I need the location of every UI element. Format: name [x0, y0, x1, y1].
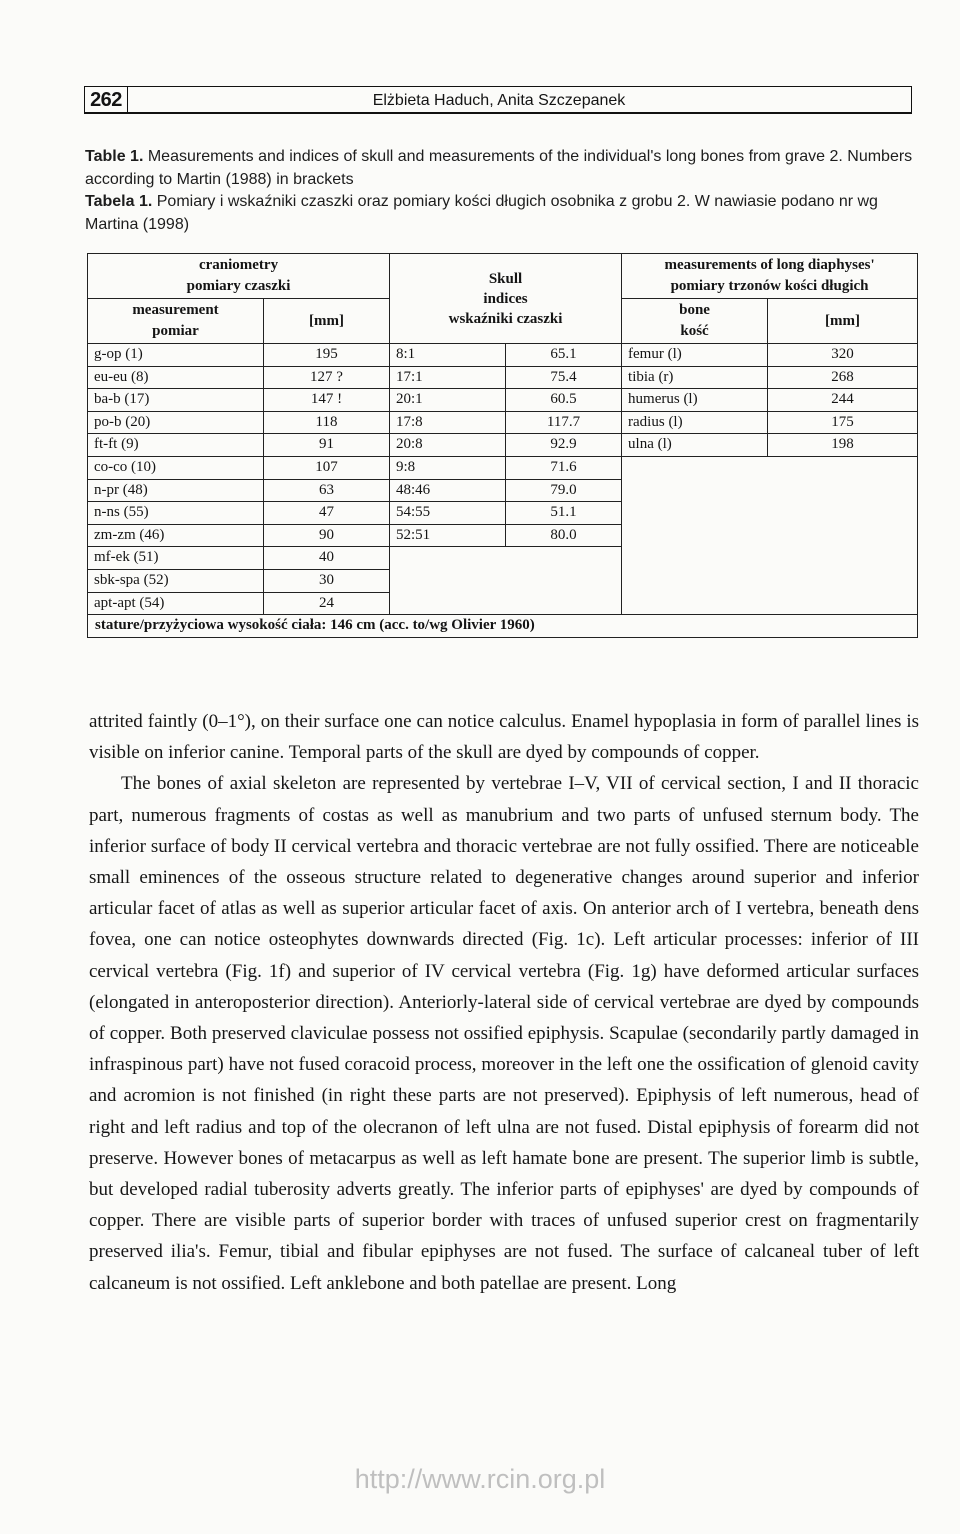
bone-value-cell: 175 [768, 411, 918, 434]
measurement-value-cell: 91 [264, 434, 390, 457]
measurement-cell: g-op (1) [88, 344, 264, 367]
bone-cell: humerus (l) [622, 389, 768, 412]
measurement-cell: n-ns (55) [88, 502, 264, 525]
measurement-value-cell: 118 [264, 411, 390, 434]
empty-index-block [390, 547, 622, 615]
index-value-cell: 75.4 [506, 366, 622, 389]
caption-text-en: Measurements and indices of skull and measurements of the individual's long bones from grave 2. Numbers according to Martin (1988) in brackets [85, 148, 913, 188]
bone-cell: radius (l) [622, 411, 768, 434]
measurement-value-cell: 30 [264, 569, 390, 592]
measurement-value-cell: 63 [264, 479, 390, 502]
skull-indices-header: Skull indices wskaźniki czaszki [390, 254, 622, 344]
index-cell: 20:1 [390, 389, 506, 412]
measurement-value-cell: 90 [264, 524, 390, 547]
bone-value-cell: 320 [768, 344, 918, 367]
bone-value-cell: 268 [768, 366, 918, 389]
measurement-cell: po-b (20) [88, 411, 264, 434]
measurement-cell: n-pr (48) [88, 479, 264, 502]
table-row [88, 344, 918, 367]
caption-text-pl: Pomiary i wskaźniki czaszki oraz pomiary kości długich osobnika z grobu 2. W nawiasie podano nr wg Martina (1998) [85, 193, 878, 233]
measurement-cell: ba-b (17) [88, 389, 264, 412]
index-value-cell: 51.1 [506, 502, 622, 525]
caption-label-en: Table 1. [85, 148, 144, 165]
index-cell: 17:8 [390, 411, 506, 434]
index-value-cell: 92.9 [506, 434, 622, 457]
table-row [88, 411, 918, 434]
measurement-cell: apt-apt (54) [88, 592, 264, 615]
page-number: 262 [85, 87, 128, 113]
index-cell: 52:51 [390, 524, 506, 547]
index-cell: 20:8 [390, 434, 506, 457]
table-row [88, 456, 918, 479]
measurement-cell: sbk-spa (52) [88, 569, 264, 592]
index-value-cell: 71.6 [506, 456, 622, 479]
measurement-value-cell: 195 [264, 344, 390, 367]
body-text [89, 706, 919, 1299]
index-cell: 48:46 [390, 479, 506, 502]
measurement-col-header: measurement pomiar [88, 299, 264, 344]
index-cell: 8:1 [390, 344, 506, 367]
measurement-cell: co-co (10) [88, 456, 264, 479]
mm-col-header: [mm] [264, 299, 390, 344]
measurement-value-cell: 40 [264, 547, 390, 570]
index-value-cell: 117.7 [506, 411, 622, 434]
bone-value-cell: 244 [768, 389, 918, 412]
index-value-cell: 80.0 [506, 524, 622, 547]
measurements-table [87, 253, 918, 638]
stature-row [88, 615, 918, 638]
measurement-value-cell: 147 ! [264, 389, 390, 412]
table-row [88, 366, 918, 389]
running-authors: Elżbieta Haduch, Anita Szczepanek [372, 92, 626, 109]
table-caption-en [85, 146, 915, 191]
empty-bone-block [622, 456, 918, 614]
body-paragraph-1: attrited faintly (0–1°), on their surface one can notice calculus. Enamel hypoplasia in form of parallel lines is visible on inferior canine. Temporal parts of the skull are dyed by compounds of copper. [89, 711, 919, 764]
measurement-value-cell: 47 [264, 502, 390, 525]
measurement-cell: eu-eu (8) [88, 366, 264, 389]
measurement-cell: mf-ek (51) [88, 547, 264, 570]
measurement-cell: ft-ft (9) [88, 434, 264, 457]
craniometry-header: craniometry pomiary czaszki [88, 254, 390, 299]
source-url: http://www.rcin.org.pl [354, 1464, 606, 1494]
measurement-value-cell: 107 [264, 456, 390, 479]
long-diaphyses-header: measurements of long diaphyses' pomiary trzonów kości długich [622, 254, 918, 299]
index-value-cell: 60.5 [506, 389, 622, 412]
measurement-value-cell: 24 [264, 592, 390, 615]
table-caption-pl [85, 191, 915, 236]
table-row [88, 389, 918, 412]
bone-value-cell: 198 [768, 434, 918, 457]
stature-cell: stature/przyżyciowa wysokość ciała: 146 cm (acc. to/wg Olivier 1960) [88, 615, 918, 638]
caption-label-pl: Tabela 1. [85, 193, 153, 210]
index-cell: 17:1 [390, 366, 506, 389]
table-row [88, 434, 918, 457]
index-cell: 9:8 [390, 456, 506, 479]
bone-cell: tibia (r) [622, 366, 768, 389]
bone-col-header: bone kość [622, 299, 768, 344]
mm2-col-header: [mm] [768, 299, 918, 344]
running-header [84, 86, 912, 114]
measurement-value-cell: 127 ? [264, 366, 390, 389]
bone-cell: femur (l) [622, 344, 768, 367]
index-cell: 54:55 [390, 502, 506, 525]
index-value-cell: 65.1 [506, 344, 622, 367]
body-paragraph-2: The bones of axial skeleton are represented by vertebrae I–V, VII of cervical section, I and II thoracic part, numerous fragments of costas as well as manubrium and two parts of unfused sternum body. The inferior surface of body II cervical vertebra and thoracic vertebrae are not fully ossified. There are noticeable small eminences of the osseous structure related to degenerative changes around superior and inferior articular facet of atlas as well as superior articular facet of axis. On anterior arch of I vertebra, beneath dens fovea, one can notice osteophytes downwards directed (Fig. 1c). Left articular processes: inferior of III cervical vertebra (Fig. 1f) and superior of IV cervical vertebra (Fig. 1g) have deformed articular surfaces (elongated in anteroposterior direction). Anteriorly-lateral side of cervical vertebrae are dyed by compounds of copper. Both preserved claviculae possess not ossified epiphysis. Scapulae (secondarily partly damaged in infraspinous part) have not fused coracoid process, moreover in the left one the ossification of glenoid cavity and acromion is not finished (in right these parts are not preserved). Epiphysis of left numerous, head of right and left radius and top of the olecranon of left ulna are not fused. Distal epiphysis of forearm did not preserve. However bones of metacarpus as well as left hamate bone are present. The superior limb is subtle, but developed radial tuberosity adverts greatly. The inferior parts of epiphyses' are dyed by compounds of copper. There are visible parts of superior border with traces of unfused superior crest on fragmentarily preserved ilia's. Femur, tibial and fibular epiphyses are not fused. The surface of calcaneal tuber of left calcaneum is not ossified. Left anklebone and both patellae are present. Long [89, 773, 919, 1294]
measurement-cell: zm-zm (46) [88, 524, 264, 547]
index-value-cell: 79.0 [506, 479, 622, 502]
bone-cell: ulna (l) [622, 434, 768, 457]
